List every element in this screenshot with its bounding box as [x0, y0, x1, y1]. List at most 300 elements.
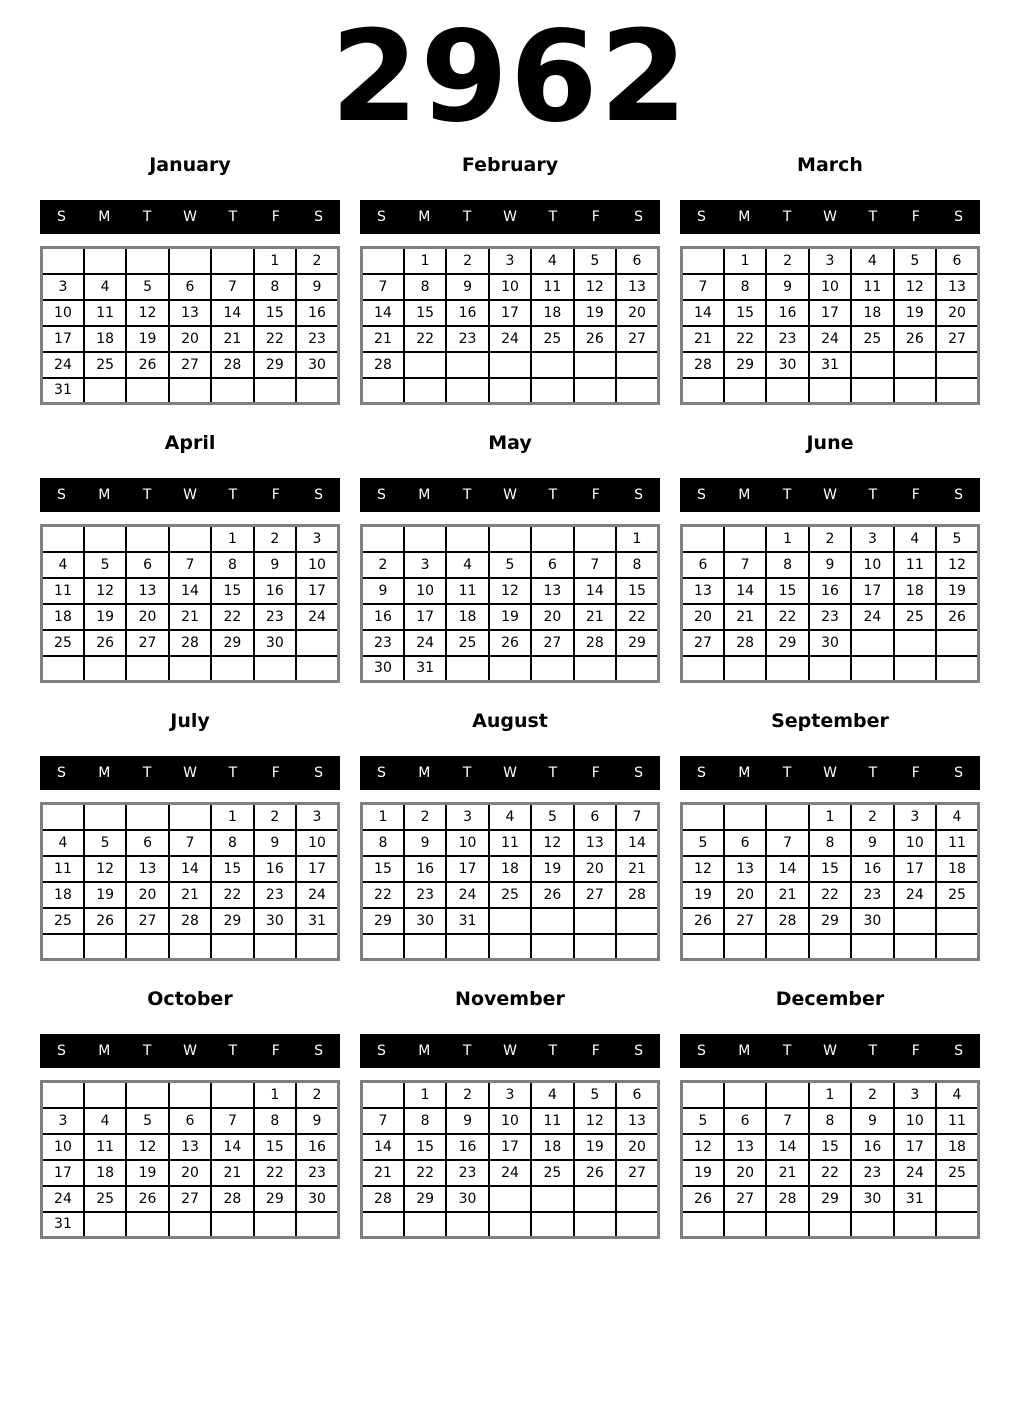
empty-day-cell — [724, 1082, 766, 1108]
day-cell: 3 — [296, 526, 338, 552]
day-cell: 29 — [211, 630, 253, 656]
day-cell: 9 — [446, 1108, 488, 1134]
weekday-label: S — [314, 209, 324, 225]
weekday-header — [360, 756, 660, 790]
day-cell: 27 — [126, 908, 168, 934]
week-row — [362, 1134, 659, 1160]
weekday-label: S — [56, 765, 66, 781]
day-cell: 3 — [296, 804, 338, 830]
day-cell: 14 — [766, 856, 808, 882]
week-row — [362, 1082, 659, 1108]
day-cell: 14 — [682, 300, 724, 326]
day-cell: 8 — [724, 274, 766, 300]
day-cell: 4 — [936, 804, 978, 830]
empty-day-cell — [894, 908, 936, 934]
empty-day-cell — [682, 656, 724, 682]
day-cell: 3 — [489, 1082, 531, 1108]
day-cell: 4 — [894, 526, 936, 552]
empty-day-cell — [616, 1212, 658, 1238]
day-cell: 24 — [851, 604, 893, 630]
day-cell: 15 — [211, 856, 253, 882]
week-row — [362, 856, 659, 882]
week-row — [42, 1108, 339, 1134]
day-cell: 29 — [809, 1186, 851, 1212]
empty-day-cell — [809, 1212, 851, 1238]
day-cell: 19 — [894, 300, 936, 326]
day-cell: 8 — [211, 552, 253, 578]
week-row — [362, 274, 659, 300]
empty-day-cell — [489, 934, 531, 960]
weekday-label: T — [142, 487, 152, 503]
day-cell: 16 — [446, 300, 488, 326]
day-cell: 25 — [894, 604, 936, 630]
weekday-label: S — [314, 487, 324, 503]
day-cell: 4 — [84, 1108, 126, 1134]
empty-day-cell — [574, 934, 616, 960]
day-cell: 12 — [682, 1134, 724, 1160]
day-cell: 18 — [531, 1134, 573, 1160]
day-cell: 25 — [42, 908, 84, 934]
day-cell: 30 — [851, 1186, 893, 1212]
day-cell: 2 — [851, 1082, 893, 1108]
day-cell: 14 — [724, 578, 766, 604]
day-cell: 12 — [489, 578, 531, 604]
weekday-label: T — [782, 209, 792, 225]
day-cell: 29 — [362, 908, 404, 934]
month-september — [680, 696, 980, 974]
empty-day-cell — [682, 1212, 724, 1238]
empty-day-cell — [531, 908, 573, 934]
empty-day-cell — [42, 248, 84, 274]
day-cell: 11 — [84, 1134, 126, 1160]
empty-day-cell — [682, 378, 724, 404]
empty-day-cell — [616, 656, 658, 682]
week-row — [362, 326, 659, 352]
day-cell: 30 — [446, 1186, 488, 1212]
week-row — [362, 1212, 659, 1238]
week-row — [42, 248, 339, 274]
weekday-label: T — [142, 209, 152, 225]
day-cell: 6 — [682, 552, 724, 578]
month-december — [680, 974, 980, 1252]
empty-day-cell — [489, 352, 531, 378]
week-row — [682, 656, 979, 682]
day-cell: 20 — [682, 604, 724, 630]
day-cell: 2 — [254, 526, 296, 552]
week-row — [362, 882, 659, 908]
month-may — [360, 418, 660, 696]
empty-day-cell — [894, 630, 936, 656]
day-cell: 13 — [169, 300, 211, 326]
day-cell: 5 — [894, 248, 936, 274]
empty-day-cell — [766, 1212, 808, 1238]
day-cell: 16 — [296, 300, 338, 326]
day-cell: 2 — [446, 248, 488, 274]
empty-day-cell — [446, 378, 488, 404]
day-cell: 22 — [362, 882, 404, 908]
day-cell: 21 — [766, 882, 808, 908]
week-row — [682, 1160, 979, 1186]
day-cell: 2 — [362, 552, 404, 578]
day-cell: 9 — [766, 274, 808, 300]
weekday-label: S — [696, 209, 706, 225]
weekday-label: W — [183, 765, 197, 781]
day-cell: 12 — [126, 300, 168, 326]
week-row — [42, 656, 339, 682]
day-cell: 1 — [254, 1082, 296, 1108]
day-cell: 19 — [574, 300, 616, 326]
day-cell: 25 — [851, 326, 893, 352]
day-cell: 6 — [126, 830, 168, 856]
day-cell: 12 — [574, 1108, 616, 1134]
weekday-header — [360, 200, 660, 234]
weekday-label: S — [314, 1043, 324, 1059]
empty-day-cell — [682, 248, 724, 274]
empty-day-cell — [404, 1212, 446, 1238]
day-cell: 11 — [42, 578, 84, 604]
day-cell: 16 — [809, 578, 851, 604]
empty-day-cell — [84, 378, 126, 404]
day-cell: 18 — [42, 604, 84, 630]
day-cell: 20 — [169, 326, 211, 352]
day-cell: 3 — [42, 274, 84, 300]
weekday-header — [40, 756, 340, 790]
day-cell: 6 — [724, 1108, 766, 1134]
day-cell: 30 — [809, 630, 851, 656]
day-cell: 28 — [766, 908, 808, 934]
day-cell: 20 — [724, 882, 766, 908]
weekday-label: F — [591, 487, 600, 503]
weekday-header — [40, 200, 340, 234]
empty-day-cell — [851, 352, 893, 378]
day-cell: 29 — [809, 908, 851, 934]
day-cell: 16 — [766, 300, 808, 326]
day-cell: 24 — [894, 882, 936, 908]
day-cell: 19 — [126, 1160, 168, 1186]
weekday-label: T — [142, 1043, 152, 1059]
day-cell: 6 — [126, 552, 168, 578]
day-cell: 23 — [851, 1160, 893, 1186]
empty-day-cell — [42, 1082, 84, 1108]
week-row — [682, 1134, 979, 1160]
day-cell: 21 — [616, 856, 658, 882]
day-cell: 30 — [254, 630, 296, 656]
day-cell: 11 — [531, 1108, 573, 1134]
day-cell: 3 — [851, 526, 893, 552]
week-row — [362, 352, 659, 378]
day-cell: 10 — [296, 830, 338, 856]
empty-day-cell — [211, 378, 253, 404]
weekday-label: S — [634, 209, 644, 225]
empty-day-cell — [489, 1186, 531, 1212]
day-cell: 18 — [531, 300, 573, 326]
day-cell: 19 — [936, 578, 978, 604]
month-april — [40, 418, 340, 696]
day-cell: 8 — [809, 1108, 851, 1134]
day-cell: 27 — [169, 352, 211, 378]
day-cell: 14 — [169, 578, 211, 604]
day-cell: 20 — [724, 1160, 766, 1186]
day-cell: 13 — [531, 578, 573, 604]
day-cell: 14 — [574, 578, 616, 604]
empty-day-cell — [936, 1212, 978, 1238]
empty-day-cell — [169, 804, 211, 830]
month-july — [40, 696, 340, 974]
empty-day-cell — [894, 656, 936, 682]
day-cell: 13 — [682, 578, 724, 604]
weekday-label: F — [911, 765, 920, 781]
empty-day-cell — [531, 1186, 573, 1212]
day-cell: 1 — [254, 248, 296, 274]
weekday-label: M — [98, 487, 111, 503]
week-row — [682, 300, 979, 326]
week-row — [42, 1212, 339, 1238]
day-cell: 27 — [126, 630, 168, 656]
week-row — [362, 300, 659, 326]
day-cell: 4 — [531, 1082, 573, 1108]
weekday-label: S — [954, 765, 964, 781]
day-cell: 4 — [851, 248, 893, 274]
empty-day-cell — [489, 656, 531, 682]
day-cell: 1 — [211, 804, 253, 830]
day-cell: 22 — [254, 1160, 296, 1186]
day-cell: 9 — [851, 1108, 893, 1134]
empty-day-cell — [489, 908, 531, 934]
weekday-label: T — [142, 765, 152, 781]
empty-day-cell — [724, 1212, 766, 1238]
day-cell: 3 — [42, 1108, 84, 1134]
month-grid — [680, 802, 980, 961]
empty-day-cell — [531, 378, 573, 404]
empty-day-cell — [766, 656, 808, 682]
week-row — [682, 604, 979, 630]
day-cell: 1 — [809, 1082, 851, 1108]
empty-day-cell — [489, 1212, 531, 1238]
weekday-label: T — [462, 487, 472, 503]
empty-day-cell — [851, 378, 893, 404]
day-cell: 19 — [84, 604, 126, 630]
day-cell: 25 — [42, 630, 84, 656]
empty-day-cell — [489, 526, 531, 552]
day-cell: 29 — [766, 630, 808, 656]
week-row — [362, 526, 659, 552]
empty-day-cell — [531, 1212, 573, 1238]
weekday-label: S — [634, 1043, 644, 1059]
empty-day-cell — [296, 656, 338, 682]
day-cell: 26 — [126, 352, 168, 378]
weekday-label: T — [228, 1043, 238, 1059]
day-cell: 30 — [296, 352, 338, 378]
day-cell: 21 — [574, 604, 616, 630]
day-cell: 23 — [446, 1160, 488, 1186]
day-cell: 9 — [809, 552, 851, 578]
day-cell: 18 — [489, 856, 531, 882]
empty-day-cell — [851, 1212, 893, 1238]
empty-day-cell — [211, 1082, 253, 1108]
day-cell: 16 — [254, 578, 296, 604]
empty-day-cell — [211, 248, 253, 274]
day-cell: 25 — [446, 630, 488, 656]
empty-day-cell — [809, 934, 851, 960]
empty-day-cell — [84, 1082, 126, 1108]
week-row — [362, 934, 659, 960]
day-cell: 22 — [254, 326, 296, 352]
empty-day-cell — [126, 248, 168, 274]
month-name: April — [164, 432, 216, 454]
day-cell: 30 — [254, 908, 296, 934]
day-cell: 10 — [894, 1108, 936, 1134]
month-name: November — [455, 988, 565, 1010]
day-cell: 27 — [616, 326, 658, 352]
day-cell: 17 — [296, 578, 338, 604]
empty-day-cell — [766, 804, 808, 830]
day-cell: 9 — [254, 552, 296, 578]
weekday-label: T — [782, 765, 792, 781]
empty-day-cell — [254, 378, 296, 404]
weekday-label: W — [823, 487, 837, 503]
day-cell: 19 — [682, 882, 724, 908]
day-cell: 27 — [724, 1186, 766, 1212]
week-row — [42, 578, 339, 604]
week-row — [42, 934, 339, 960]
empty-day-cell — [296, 378, 338, 404]
day-cell: 26 — [84, 908, 126, 934]
day-cell: 11 — [851, 274, 893, 300]
day-cell: 13 — [724, 1134, 766, 1160]
month-name: February — [461, 154, 559, 176]
weekday-label: S — [696, 1043, 706, 1059]
weekday-label: M — [98, 765, 111, 781]
day-cell: 12 — [84, 578, 126, 604]
day-cell: 1 — [211, 526, 253, 552]
week-row — [682, 378, 979, 404]
week-row — [42, 378, 339, 404]
day-cell: 16 — [851, 856, 893, 882]
day-cell: 17 — [446, 856, 488, 882]
week-row — [682, 856, 979, 882]
day-cell: 17 — [489, 300, 531, 326]
weekday-label: F — [591, 1043, 600, 1059]
day-cell: 5 — [574, 1082, 616, 1108]
empty-day-cell — [894, 378, 936, 404]
day-cell: 24 — [489, 1160, 531, 1186]
weekday-header — [680, 200, 980, 234]
day-cell: 21 — [362, 1160, 404, 1186]
day-cell: 21 — [766, 1160, 808, 1186]
day-cell: 18 — [42, 882, 84, 908]
day-cell: 7 — [169, 552, 211, 578]
weekday-label: S — [954, 1043, 964, 1059]
empty-day-cell — [296, 934, 338, 960]
empty-day-cell — [84, 248, 126, 274]
day-cell: 15 — [404, 300, 446, 326]
day-cell: 2 — [296, 1082, 338, 1108]
empty-day-cell — [84, 1212, 126, 1238]
day-cell: 5 — [682, 830, 724, 856]
empty-day-cell — [362, 934, 404, 960]
day-cell: 25 — [936, 882, 978, 908]
day-cell: 7 — [362, 274, 404, 300]
weekday-label: F — [911, 487, 920, 503]
day-cell: 3 — [809, 248, 851, 274]
weekday-label: F — [271, 487, 280, 503]
weekday-label: W — [503, 1043, 517, 1059]
week-row — [682, 578, 979, 604]
empty-day-cell — [574, 1186, 616, 1212]
empty-day-cell — [169, 656, 211, 682]
month-grid — [360, 802, 660, 961]
empty-day-cell — [404, 352, 446, 378]
weekday-label: T — [228, 209, 238, 225]
day-cell: 24 — [404, 630, 446, 656]
week-row — [682, 882, 979, 908]
empty-day-cell — [724, 656, 766, 682]
empty-day-cell — [446, 656, 488, 682]
day-cell: 15 — [254, 300, 296, 326]
day-cell: 15 — [809, 856, 851, 882]
day-cell: 26 — [894, 326, 936, 352]
month-grid — [360, 246, 660, 405]
empty-day-cell — [211, 934, 253, 960]
week-row — [362, 248, 659, 274]
weekday-label: S — [56, 1043, 66, 1059]
week-row — [682, 934, 979, 960]
day-cell: 11 — [446, 578, 488, 604]
day-cell: 1 — [616, 526, 658, 552]
day-cell: 23 — [404, 882, 446, 908]
day-cell: 22 — [404, 326, 446, 352]
day-cell: 5 — [489, 552, 531, 578]
day-cell: 2 — [446, 1082, 488, 1108]
day-cell: 6 — [616, 1082, 658, 1108]
empty-day-cell — [766, 934, 808, 960]
day-cell: 8 — [254, 274, 296, 300]
empty-day-cell — [362, 1212, 404, 1238]
week-row — [362, 1108, 659, 1134]
day-cell: 10 — [296, 552, 338, 578]
day-cell: 8 — [404, 1108, 446, 1134]
weekday-label: M — [418, 1043, 431, 1059]
day-cell: 30 — [766, 352, 808, 378]
month-name: September — [771, 710, 889, 732]
day-cell: 19 — [682, 1160, 724, 1186]
empty-day-cell — [682, 804, 724, 830]
empty-day-cell — [169, 1082, 211, 1108]
day-cell: 11 — [936, 830, 978, 856]
day-cell: 28 — [169, 630, 211, 656]
day-cell: 24 — [446, 882, 488, 908]
empty-day-cell — [362, 248, 404, 274]
month-name: July — [170, 710, 210, 732]
week-row — [362, 378, 659, 404]
empty-day-cell — [936, 1186, 978, 1212]
day-cell: 18 — [936, 1134, 978, 1160]
empty-day-cell — [404, 378, 446, 404]
day-cell: 31 — [809, 352, 851, 378]
day-cell: 15 — [404, 1134, 446, 1160]
day-cell: 31 — [296, 908, 338, 934]
weekday-header — [40, 1034, 340, 1068]
day-cell: 17 — [489, 1134, 531, 1160]
empty-day-cell — [894, 1212, 936, 1238]
empty-day-cell — [851, 656, 893, 682]
weekday-label: T — [868, 209, 878, 225]
weekday-label: S — [376, 1043, 386, 1059]
weekday-label: S — [954, 487, 964, 503]
empty-day-cell — [489, 378, 531, 404]
week-row — [682, 830, 979, 856]
empty-day-cell — [362, 378, 404, 404]
